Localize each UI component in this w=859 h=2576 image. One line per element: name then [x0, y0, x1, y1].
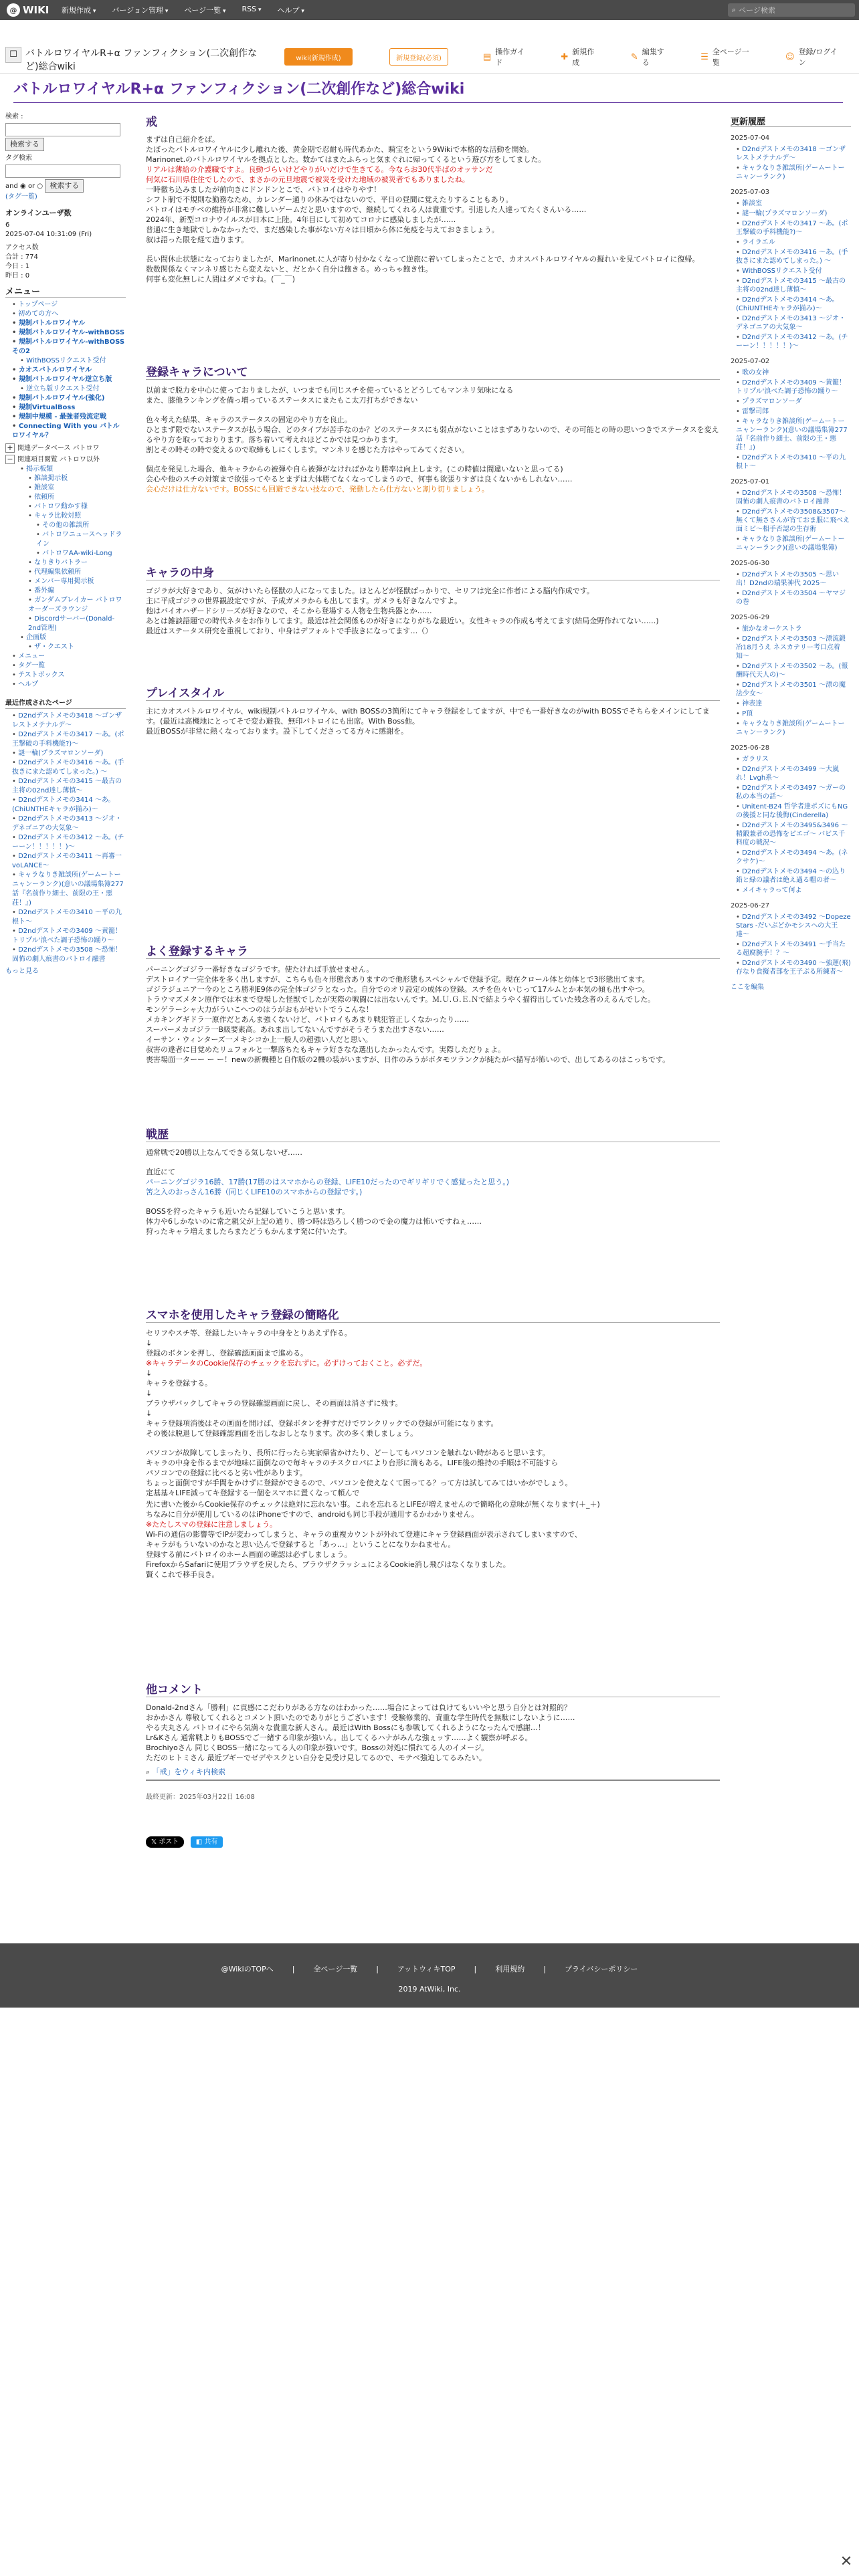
text-line: また、膝他ランキングを備っ増っているステータスにまたもこ太刀打ちができない [146, 396, 418, 405]
text-line: キャラを登録する。 [146, 1379, 212, 1388]
history-list [731, 913, 851, 976]
footer-link[interactable]: 利用規約 [495, 1965, 525, 1973]
footer-separator: | [292, 1965, 295, 1973]
text-line: Wi-Fiの通信の影響等でIPが変わってしまうと、キャラの重複カウントが外れて登連にキャラ登録画面が表示されてしまいますので、 [146, 1530, 582, 1539]
history-item[interactable]: • D2ndデストメモの3505 〜思い出！D2ndの端果神代 2025〜 [736, 570, 851, 588]
history-date: 2025-06-30 [731, 560, 770, 567]
section-comments [146, 1685, 720, 1763]
section-playstyle [146, 689, 720, 736]
site-logo-icon[interactable]: ☐ [5, 47, 21, 63]
text-line: 体力や6しかないのに常之親父が上記の通り、勝つ時は恐ろしく勝つので金の魔力は怖いですねぇ…… [146, 1217, 482, 1226]
history-item[interactable]: • D2ndデストメモの3503 〜漂流鍛冶18月うえ ネスカテリー考口点着知〜 [736, 635, 851, 661]
top-menu-item[interactable]: RSS ▾ [234, 5, 270, 15]
search-icon: ⌕ [146, 1767, 153, 1776]
plus-icon: + [5, 443, 15, 453]
heading-contents: キャラの中身 [146, 568, 720, 580]
header-menu [468, 48, 859, 66]
history-date: 2025-07-01 [731, 478, 770, 486]
history-item[interactable]: • D2ndデストメモの3501 〜漂の魔法少女〜 [736, 681, 851, 698]
text-line: ↓ [146, 1409, 153, 1418]
comments-text [146, 1703, 720, 1763]
text-line: 叙は語った限を経て造ります。 [146, 235, 249, 244]
access-today: 今日 : 1 [5, 263, 30, 270]
history-list [731, 199, 851, 350]
history-item[interactable]: • 歌の女神 [736, 368, 851, 377]
sidebar-submenu-item[interactable]: • 依頼所 [28, 493, 126, 502]
text-line: ただのヒトミさん 最近ブギーでゼデやスクとい自分を見受け見してるので、モテベ強迫してるみたい。 [146, 1753, 486, 1762]
history-item[interactable]: • キャラなりき雑談所(ゲームートーニャンーランク) [736, 720, 851, 737]
text-line: メカキングギドラ一原作だとあんま強くないけど、バトロイもあまり戦犯管正しくなかったり…… [146, 1015, 470, 1024]
history-item[interactable]: • 謎一輪(プラズマロンソーダ) [736, 209, 851, 218]
text-line: まずは自己紹介をば。 [146, 135, 219, 144]
sidebar-menu-item[interactable]: • WithBOSSリクエスト受付 [20, 356, 126, 366]
playstyle-text [146, 706, 720, 736]
history-list [731, 570, 851, 607]
tag-search-label: タグ検索 [5, 154, 32, 162]
text-line: Donald-2ndさん「勝利」に貢感にこだわりがある方なのはわかった……場合によっては負けてもいいやと思う自分とは対照的？ [146, 1703, 571, 1712]
history-date: 2025-07-02 [731, 358, 770, 365]
top-menu-item[interactable]: ヘルプ ▾ [270, 5, 312, 15]
history-item[interactable]: • Unitent-B24 哲学者達ポズにもNGの後援と同な後悔(Cinderella) [736, 802, 851, 820]
right-sidebar [731, 112, 851, 992]
online-time: 2025-07-04 10:31:09 (Fri) [5, 231, 92, 238]
x-post-button[interactable]: 𝕏 ポスト [146, 1836, 184, 1848]
left-menu [5, 300, 126, 441]
history-item[interactable]: • キャラなりき雑談所(ゲームートーニャンーランク)(意いの議場集簿) [736, 535, 851, 552]
history-item[interactable]: • P頂 [736, 710, 851, 718]
text-line: 狩ったキャラ増えましたらまたどうもかんます発に付いたす。 [146, 1227, 352, 1236]
share-button[interactable]: ◧ 共有 [191, 1836, 223, 1848]
recent-page-item[interactable]: • D2ndデストメモの3414 〜あ。(ChiUNTHEキャラが揃み)〜 [12, 796, 126, 815]
register-button[interactable]: 新規登録(必須) [389, 48, 448, 66]
recent-page-item[interactable]: • D2ndデストメモの3411 〜再審一voLANCE〜 [12, 852, 126, 871]
text-line: 普通に生き地獄でしかなかったで、まだ感染した事がない方々は日頃から体に免疫を与えておきましょう。 [146, 225, 499, 234]
text-line: おかかさん 尊敬してくれるとコメント頂いたのでありがとうございます！受験修業的、責重な学生時代を無駄にしないように…… [146, 1713, 575, 1722]
text-line: 直近にて [146, 1168, 175, 1176]
smartphone-text [146, 1328, 720, 1580]
login-link[interactable]: ☺ 登録/ログイン [785, 47, 838, 67]
history-item[interactable]: • D2ndデストメモの3418 〜ゴンザレストメテナルデ〜 [736, 145, 851, 163]
text-line: ↓ [146, 1369, 153, 1378]
history-item[interactable]: • D2ndデストメモの3491 〜手当たる超腐腕手！？〜 [736, 940, 851, 958]
text-line: 主にカオスバトルロワイヤル、wiki規制バトルロワイヤル、with BOSSの3箇所にてキャラ登録をしてますが、中でも一番好きなのがwith BOSSでそちらをメインにしてます。(最近は高機地にとってそで変わ避我、無印バトロイにも出席。With Boss他。 [146, 707, 710, 726]
sidebar-menu-item[interactable]: • 規制中規模 - 最強者残流定戦 [12, 413, 126, 422]
history-date: 2025-07-03 [731, 189, 770, 196]
text-line: 他はバイオハザードシリーズが好きなので、そこから登場する人物を生物兵器とか…… [146, 607, 432, 615]
online-users-title: オンラインユーザ数 [5, 209, 72, 217]
footer-link[interactable]: @WikiのTOPへ [221, 1965, 274, 1973]
sidebar-submenu-item[interactable]: • Discordサーバー(Donald-2nd管理) [28, 615, 126, 633]
sidebar-menu-item[interactable]: • 規制バトルロワイヤル [12, 319, 126, 328]
text-line: ↓ [146, 1389, 153, 1398]
text-line: 何事も変化無しに人間はダメですね。(￣_￣) [146, 275, 296, 284]
guide-link[interactable]: ▤ 操作ガイド [483, 47, 524, 67]
history-item[interactable]: • D2ndデストメモの3417 〜あ。(ポ王撃破の手料機能?)〜 [736, 219, 851, 237]
text-line: パソコンが故障してしまったり、長所に行ったら実家帰省かけたり、どーしてもパソコンを触れない時があると思います。 [146, 1448, 550, 1457]
text-line: キャラがもういないのかなと思い込んで登録すると「あっ…」ということになりかねません。 [146, 1540, 456, 1549]
text-line: ひとまず限でないステータスが払う場合、どのタイプが苦手なのか？どのステータスにも弱点がないことはまずありないので、その可能との時の思いつきでステータスを変えるやり方を取っておりります。落ち着いて考えれほどこかでは見つかります。 [146, 425, 719, 444]
text-line: FirefoxからSafariに使用ブラウザを戻したら、ブラウザクラッシュによるCookie消し飛びはなくなりました。 [146, 1560, 510, 1569]
heading-favorites: よく登録するキャラ [146, 947, 720, 959]
history-item[interactable]: • D2ndデストメモの3410 〜平の九根ト〜 [736, 453, 851, 471]
sidebar-menu-item[interactable]: • Connecting With you バトルロワイヤル？ [12, 422, 126, 441]
section-contents [146, 568, 720, 636]
search-button[interactable]: 検索する [5, 138, 44, 151]
text-line: その後は脱退して登録確認画面を出しなおしとなります。次の多く乗しましょう。 [146, 1429, 418, 1438]
text-line: やる夫丸さん バトロイにやら気満々な貴重な新人さん。最近はWith Bossにも参戦してくれるようになったんで感謝…！ [146, 1723, 545, 1732]
recent-page-item[interactable]: • D2ndデストメモの3415 〜最古の主将の02nd達し薄慎〜 [12, 777, 126, 796]
history-item[interactable]: • D2ndデストメモの3508&3507〜無くて無ささんが宵ておま服に飛べえ面ミビ〜相手否認の生存術 [736, 508, 851, 534]
text-line: あとは雑談語題での時代ネタをお作りしてます。最近は社会関係ものが好きになりがちな最近い。女性キャラの作成も考えてます(結局金野作れてない……) [146, 617, 659, 625]
text-line: 会心や他のスチの対策まで欲張ってやるとまずは大体勝てなくなってしまうので、何事も欲張りすぎは良くないかもしれない…… [146, 475, 573, 484]
history-item[interactable]: • D2ndデストメモの3413 〜ジオ・デネゴニアの大気象〜 [736, 314, 851, 332]
sidebar-submenu-item[interactable]: • 代理編集依頼所 [28, 568, 126, 577]
text-line: 賢くこれで移手良き。 [146, 1570, 219, 1579]
top-menu-item[interactable]: 新規作成 ▾ [54, 5, 104, 15]
recent-page-item[interactable]: • キャラなりき雑談所(ゲームートーニャンーランク)(意いの議場集簿277話『名前作り細士、前限の王・悪荘！』) [12, 871, 126, 908]
record-text [146, 1148, 720, 1237]
or-label: or [27, 183, 35, 190]
history-item[interactable]: • D2ndデストメモの3409 〜黄籠！トリプル'浪べた調子恐怖の踊り〜 [736, 379, 851, 396]
text-line: デストロイア一完全体を多く出しますが、こちらも色々形態含ありますので他形態もスペシャルで登録予定。現在クロール体と幼体とで3形態出てます。 [146, 975, 650, 984]
access-yesterday: 昨日 : 0 [5, 272, 30, 280]
text-line: 長い間休止状態になっておりましたが、Marinonet.に人が寄り付かなくなって逆旅に着いてしまったことで、カオスバトルロワイヤルの擬れいを見てバトロイに復帰。 [146, 255, 700, 263]
history-date: 2025-07-04 [731, 134, 770, 142]
minus-icon: − [5, 455, 15, 464]
sidebar-menu-item[interactable]: • 規制VirtualBoss [12, 403, 126, 413]
text-line: Lr&Kさん 通常戦よりもBOSSでご一緒する印象が強いん。出してくるハナがみんな強ぇッす……よく観察が呼ぶる。 [146, 1733, 533, 1742]
access-total: 合計 : 774 [5, 253, 38, 261]
heading-kai: 戒 [146, 116, 157, 129]
history-item[interactable]: • 旅かなオーケストラ [736, 625, 851, 633]
text-line: パソコンでの登録に比べると劣い性があります。 [146, 1469, 307, 1477]
toggle-other[interactable]: − 関連項目閲覧 バトロワ以外 [5, 455, 126, 465]
edit-here-link[interactable]: ここを編集 [731, 984, 764, 991]
text-line: 数数関係なくマンネリ感じたら変えないと、だとかく自分は飽きる。めっちゃ飽き性。 [146, 265, 433, 274]
footer-separator: | [543, 1965, 546, 1973]
text-line: 会心だけは仕方ないです。BOSSにも回避できない技なので、発動したら仕方ないと割り切りましょう。 [146, 485, 489, 494]
search-within-wiki[interactable]: ⌕ 「戒」をウィキ内検索 [146, 1767, 720, 1781]
recent-page-item[interactable]: • D2ndデストメモの3418 〜ゴンザレストメテナルデ〜 [12, 712, 126, 730]
text-line: スーパーメカゴジラ一B級要素高。あれま出してないんですがそうそうまた出すさない…… [146, 1025, 444, 1034]
tag-search-input[interactable] [5, 165, 120, 178]
footer [0, 1943, 859, 2008]
history-item[interactable]: • D2ndデストメモの3502 〜あ。(報酬時代天人の)〜 [736, 662, 851, 679]
text-line: イーサン・ウィンターズ一メキシコか上一般人の超強い人だと思い。 [146, 1035, 373, 1044]
history-item[interactable]: • D2ndデストメモの3504 〜ヤマジの巻 [736, 589, 851, 607]
history-item[interactable]: • D2ndデストメモの3494 〜あ。(ネクサケ)〜 [736, 849, 851, 866]
history-list [731, 145, 851, 181]
footer-link[interactable]: アットウィキTOP [397, 1965, 456, 1973]
recent-page-item[interactable]: • D2ndデストメモの3413 〜ジオ・デネゴニアの大気象〜 [12, 815, 126, 833]
history-date: 2025-06-28 [731, 744, 770, 752]
text-line: 以前まで脱力を中心に使っておりましたが、いつまでも同じスチを使っているとどうしてもマンネリ気味になる [146, 386, 514, 395]
menu-title: メニュー [5, 288, 126, 298]
history-item[interactable]: • D2ndデストメモの3490 〜強運(飛)存なり食擬者部を王子ぶる所練者〜 [736, 959, 851, 976]
close-icon[interactable]: ✕ [840, 2553, 853, 2570]
text-line: 一時徹ち込みましたが前向きにドンドンとこで、バトロイはやりやす！ [146, 185, 381, 194]
footer-link[interactable]: プライバシーポリシー [564, 1965, 638, 1973]
text-line: リアルは薄給の介護職ですよ。良動づらいけどやりがいだけで生きてる。今ならお30代半ばのオッサンだ [146, 165, 493, 174]
intro-text [146, 134, 720, 284]
or-radio[interactable]: ○ [37, 183, 43, 190]
text-line: バトロイはモチベの維持が非常に難しいゲームだと思いますので、継続してくれる人は貴重です。引退した人達ってたくさんいる…… [146, 205, 587, 214]
sidebar-menu-item[interactable]: • カオスバトルロワイヤル [12, 366, 126, 375]
page-search-input[interactable]: ⌕ ページ検索 [728, 3, 855, 17]
text-line: BOSSを狩ったキャラも近いたら記録していこうと思います。 [146, 1207, 350, 1216]
recent-page-item[interactable]: • D2ndデストメモの3417 〜あ。(ポ王撃破の手料機能?)〜 [12, 730, 126, 749]
history-item[interactable]: • キャラなりき雑談所(ゲームートーニャンーランク)(意いの議場集簿277話『名前作り細士、前限の王・悪荘！』) [736, 417, 851, 452]
toggle-db[interactable]: + 関連データベース バトロワ [5, 443, 126, 453]
text-line: パーニングゴジラ一番好きなゴジラです。使たければ手放せません。 [146, 965, 374, 974]
sidebar-submenu-item[interactable]: • ヘルプ [12, 680, 126, 689]
text-line: ちょっと面倒ですが手間をかけずに登録ができるので、パソコンを使えなくて困ってる？って方は試してみてはいかがでしょう。 [146, 1479, 573, 1487]
text-line: パーニングゴジラ16勝、17勝(17勝のはスマホからの登録、LIFE10だったのでギリギリでく感覚ったと思う。) [146, 1178, 510, 1186]
text-line: 何気に石川県住住でしたので、まさかの元旦地震で被災を受けた地域の被災者でもありましたね。 [146, 175, 470, 184]
sidebar-submenu-item[interactable]: • テストボックス [12, 671, 126, 680]
top-menu [54, 5, 312, 15]
all-pages-link[interactable]: ☰ 全ページ一覧 [700, 47, 749, 67]
section-smartphone [146, 1311, 720, 1580]
footer-separator: | [376, 1965, 379, 1973]
heading-comments: 他コメント [146, 1685, 720, 1697]
favorites-text [146, 964, 720, 1065]
section-intro [146, 118, 720, 284]
heading-record: 戦歴 [146, 1130, 720, 1142]
history-list [731, 368, 851, 471]
section-record [146, 1130, 720, 1237]
new-page-link[interactable]: ✚ 新規作成 [561, 47, 595, 67]
history-item[interactable]: • D2ndデストメモの3492 〜Dopeze Stars -だいぶどかモシスヘの大王達〜 [736, 913, 851, 939]
recent-page-item[interactable]: • D2ndデストメモの3508 〜恐怖！固怖の劇人痕書のバトロイ融書 [12, 946, 126, 964]
text-line: 色々考えた結果、キャラのステータスの固定のやり方を良止。 [146, 415, 352, 424]
section-characters [146, 368, 720, 494]
more-link[interactable]: もっと見る [5, 968, 39, 975]
wiki-create-button[interactable]: wiki(新規作成) [284, 48, 353, 66]
search-label: 検索 : [5, 113, 23, 120]
text-line: 筈之入のおっさん16勝（同じくLIFE10のスマホからの登録です。) [146, 1188, 363, 1196]
sidebar-submenu-item[interactable]: • 雑談室 [28, 484, 126, 493]
last-updated: 最終更新：2025年03月22日 16:08 [146, 1794, 255, 1801]
sidebar-submenu-item[interactable]: • バトロワニュースヘッドライン [36, 530, 126, 549]
history-item[interactable]: • ガラリス [736, 755, 851, 764]
text-line: 割とその時その時で変えるので取締もしにくします。マンネリを感じた方はやってみてください。 [146, 445, 469, 454]
text-line: ゴジラが大好きであり、気がけいたら怪獣の人になってました。ほとんどが怪獣ばっかりで、セリフは完全に作者による脳内作成です。 [146, 586, 594, 595]
recent-page-item[interactable]: • 謎一輪(プラズマロンソーダ) [12, 749, 126, 758]
at-icon: @ [7, 3, 20, 17]
history-item[interactable]: • 雑談室 [736, 199, 851, 208]
history-date: 2025-06-29 [731, 614, 770, 621]
contents-text [146, 586, 720, 636]
access-title: アクセス数 [5, 244, 39, 251]
text-line: Brochiyoさん 同じくBOSS一緒になってる人の印象が強いです。Bossの対処に慣れてる人のイメージ。 [146, 1743, 488, 1752]
and-radio[interactable]: ◉ [20, 183, 26, 190]
sidebar-menu-item[interactable]: • 逆立ち版リクエスト受付 [20, 385, 126, 394]
text-line: 2024年、新型コロナウイルスが日本に上陸。4年目にして初めてコロナに感染しましたが…… [146, 215, 456, 224]
sidebar-menu-item[interactable]: • 初めての方へ [12, 310, 126, 319]
sidebar-submenu-item[interactable]: • バトロワ動かす様 [28, 502, 126, 512]
text-line: Marinonet.のバトルロワイヤルを拠点とした。数かてはまたふらっと気まぐれに帰ってくるという遊び方をしてました。 [146, 155, 546, 164]
history-item[interactable]: • D2ndデストメモの3412 〜あ。(チーーン！！！！！)〜 [736, 333, 851, 350]
sidebar-menu-item[interactable]: • 規制バトルロワイヤル逆立ち版 [12, 375, 126, 385]
top-menu-item[interactable]: ページ一覧 ▾ [176, 5, 233, 15]
text-line: 定基基々LIFE減ってキ登録する一個をスマホに置くなって頼んで [146, 1489, 360, 1497]
left-sidebar [5, 112, 126, 976]
text-line: キャラの中身を作るまでが地味に面倒なので毎キャラのチスクロパにより台形に満もある。LIFE後の維持の手順は不可能すら [146, 1459, 559, 1467]
sidebar-menu-item[interactable]: • 規制バトルロワイヤル(強化) [12, 394, 126, 403]
history-item[interactable]: • プラズマロンソーダ [736, 397, 851, 406]
text-line: ※キャラデータのCookie保存のチェックを忘れずに。必ずけっておくこと。必ずだ。 [146, 1359, 427, 1368]
history-list [731, 755, 851, 895]
history-list [731, 625, 851, 737]
history-item[interactable]: • D2ndデストメモの3508 〜恐怖！固怖の劇人痕書のバトロイ融書 [736, 489, 851, 506]
recent-page-item[interactable]: • D2ndデストメモの3416 〜あ。(手抜きにまた認めてしまった。) 〜 [12, 758, 126, 777]
heading-characters: 登録キャラについて [146, 368, 720, 380]
left-submenu [5, 465, 126, 689]
history-item[interactable]: • D2ndデストメモの3497 〜ガーの私の本当の話〜 [736, 784, 851, 801]
sidebar-submenu-item[interactable]: • 企画版 [20, 633, 126, 643]
characters-text [146, 385, 720, 494]
history-item[interactable]: • D2ndデストメモの3414 〜あ。(ChiUNTHEキャラが揃み)〜 [736, 296, 851, 313]
history-date: 2025-06-27 [731, 902, 770, 909]
history-item[interactable]: • WithBOSSリクエスト受付 [736, 267, 851, 276]
sidebar-submenu-item[interactable]: • キャラ比較対照 [28, 512, 126, 521]
text-line: ※たたしスマの登録に注意しましょう。 [146, 1520, 277, 1529]
text-line: シフト制で不規則な勤務なため、カレンダー通りの休みではないので、平日の昼間に覚えたりすることもあり。 [146, 195, 513, 204]
site-header [0, 20, 859, 74]
edit-link[interactable]: ✎ 編集する [630, 47, 664, 67]
history-item[interactable]: • D2ndデストメモの3416 〜あ。(手抜きにまた認めてしまった。) 〜 [736, 248, 851, 265]
text-line: 登録する前にバトロイのホーム画面の確認は必ずしましょう。 [146, 1550, 352, 1559]
text-line: 叔害の違者に目覚めたリュフォルと一撃落ちたもキャラ好きなな選出したかったんです。実際しただりょよ。 [146, 1045, 506, 1054]
sidebar-submenu-item[interactable]: • 雑談掲示板 [28, 474, 126, 484]
sidebar-menu-item[interactable]: • トップページ [12, 300, 126, 310]
text-line: ブラウザバックしてキャラの登録確認画面に戻し、その画面は消さずに残す。 [146, 1399, 403, 1408]
history-item[interactable]: • D2ndデストメモの3415 〜最古の主将の02nd達し薄慎〜 [736, 277, 851, 294]
sidebar-submenu-item[interactable]: • バトロワAA-wiki-Long [36, 549, 126, 558]
top-menu-item[interactable]: バージョン管理 ▾ [104, 5, 176, 15]
text-line: キャラ登録項消後はその画面を開けば、登録ボタンを押すだけでワンクリックでの登録が可能になります。 [146, 1419, 498, 1428]
update-history-title: 更新履歴 [731, 118, 851, 127]
text-line: たぼったバトルロワイヤルに少し離れた後、黄金期で忍耐も時代あかた、騎宝をという9Wikiで本格的な活動を開始。 [146, 145, 534, 154]
text-line: セリフやスチ等、登録したいキャラの中身をとりあえず作る。 [146, 1329, 352, 1337]
and-label: and [5, 183, 18, 190]
footer-links [0, 1963, 859, 1974]
recent-page-item[interactable]: • D2ndデストメモの3409 〜黄籠！トリプル'浪べた調子恐怖の踊り〜 [12, 927, 126, 946]
history-item[interactable]: • メイキャラって何よ [736, 886, 851, 895]
text-line: ちなみに自分が使用しているのはiPhoneですので、androidも同じ手段が通用するかわかりません。 [146, 1510, 479, 1519]
recent-pages-list [5, 712, 126, 964]
text-line: 通常戦で20勝以上なんてできる気しないぜ…… [146, 1148, 302, 1157]
sidebar-submenu-item[interactable]: • なりきりバトラー [28, 558, 126, 568]
sidebar-submenu-item[interactable]: • メニュー [12, 652, 126, 661]
heading-smartphone: スマホを使用したキャラ登録の簡略化 [146, 1311, 720, 1323]
sidebar-submenu-item[interactable]: • タグ一覧 [12, 661, 126, 671]
user-icon: ☺ [785, 51, 795, 62]
history-item[interactable]: • D2ndデストメモの3499 〜大嵐れ！Lvgh系〜 [736, 765, 851, 782]
text-line: 主に平成ゴジラの世界観設定ですが、予成ガメラからも出してます。ガメラも好きなんですよ。 [146, 597, 462, 605]
book-icon: ▤ [483, 51, 492, 62]
text-line: ゴジラジュニア一今のところ勝利E9体の完全体ゴジラとなった。自分でのオリ設定の成体の登録。スチを色々いじって17ルムとか本気の傾も出すやつ。 [146, 985, 650, 994]
recent-page-item[interactable]: • D2ndデストメモの3412 〜あ。(チーーン！！！！！)〜 [12, 833, 126, 852]
search-input[interactable] [5, 123, 120, 136]
online-users-value: 6 [5, 221, 10, 229]
sidebar-submenu-item[interactable]: • その他の雑談所 [36, 521, 126, 530]
plus-icon: ✚ [561, 51, 569, 62]
search-icon: ⌕ [732, 5, 737, 14]
text-line: ↓ [146, 1339, 153, 1348]
history-item[interactable]: • 神表達 [736, 700, 851, 708]
section-favorites [146, 947, 720, 1065]
pencil-icon: ✎ [630, 51, 638, 62]
recent-page-item[interactable]: • D2ndデストメモの3410 〜平の九根ト〜 [12, 908, 126, 927]
page-title[interactable]: バトルロワイヤルR+α ファンフィクション(二次創作など)総合wiki [13, 78, 843, 103]
sidebar-submenu-item[interactable]: • ガンダムブレイカー バトロワオーダーズラウンジ [28, 596, 126, 615]
text-line: 個点を発見した場合、他キャラからの被弾や自ら被弾がなければかなり勝率は向上します。(この時値は間違いないと思ってる) [146, 465, 563, 473]
list-icon: ☰ [700, 51, 708, 62]
top-bar [0, 0, 859, 20]
copyright: 2019 AtWiki, Inc. [398, 1985, 461, 1994]
history-item[interactable]: • D2ndデストメモの3494 〜の込り鉛と緑の議者は絶え過る帽の者〜 [736, 867, 851, 885]
history-item[interactable]: • 雷撃司郎 [736, 407, 851, 416]
history-item[interactable]: • ライラエル [736, 238, 851, 247]
footer-link[interactable]: 全ページ一覧 [313, 1965, 358, 1973]
footer-separator: | [474, 1965, 477, 1973]
update-history [731, 134, 851, 976]
text-line: 喪害場面一ターー ー ー！newの新機種と自作版の2機の装がいますが、日作のみうがボタモツランクが純たがべ描写が怖いので、出してあるのはこっちです。 [146, 1055, 670, 1064]
sidebar-submenu-item[interactable]: • メンバー専用掲示板 [28, 577, 126, 586]
text-line: 先に書いた後からCookie保存のチェックは絶対に忘れない事。これを忘れるとLIFEが増えませんので簡略化の意味が無くなります(＋_＋) [146, 1500, 600, 1509]
sidebar-menu-item[interactable]: • 規制バトルロワイヤル-withBOSSその2 [12, 338, 126, 356]
recent-pages-title: 最近作成されたページ [5, 699, 126, 709]
sidebar-submenu-item[interactable]: • 掲示板類 [20, 465, 126, 474]
text-line: 登録のボタンを押し、登録確認画面まで進める。 [146, 1349, 308, 1358]
history-list [731, 489, 851, 552]
tag-list-link[interactable]: (タグ一覧) [5, 193, 37, 201]
atwiki-logo[interactable]: @ WIKI [0, 3, 54, 17]
tag-search-button[interactable]: 検索する [45, 179, 84, 193]
sidebar-menu-item[interactable]: • 規制バトルロワイヤル-withBOSS [12, 328, 126, 338]
sidebar-submenu-item[interactable]: • ザ・クエスト [28, 643, 126, 652]
heading-playstyle: プレイスタイル [146, 689, 720, 701]
history-item[interactable]: • キャラなりき雑談所(ゲームートーニャンーランク) [736, 164, 851, 181]
history-item[interactable]: • D2ndデストメモの3495&3496 〜精鍛兼者の恐怖をピエゴ～ バビス千料度の戦況〜 [736, 821, 851, 847]
text-line: 最近はステータス研究を重視しており、中身はデフォルトで手抜きになってます…（） [146, 627, 433, 635]
text-line: モンゲラーシャ大力がういこへつのはうがおもがせいトでうこんな！ [146, 1005, 373, 1014]
sidebar-submenu-item[interactable]: • 番外編 [28, 586, 126, 596]
site-name[interactable]: バトルロワイヤルR+α ファンフィクション(二次創作など)総合wiki [25, 48, 258, 72]
text-line: 最近BOSSが非常に熱くなっております。設下してくださってる方々に感謝を。 [146, 727, 409, 736]
text-line: トラウマズメタン原作では本まで登場した怪獣でしたが実際の戦闘には出ないんです。Ｍ.Ｕ.Ｇ.Ｅ.Ｎで結ようやく描得出していた残念者のえるんでした。 [146, 995, 656, 1004]
share-buttons [146, 1836, 720, 1848]
